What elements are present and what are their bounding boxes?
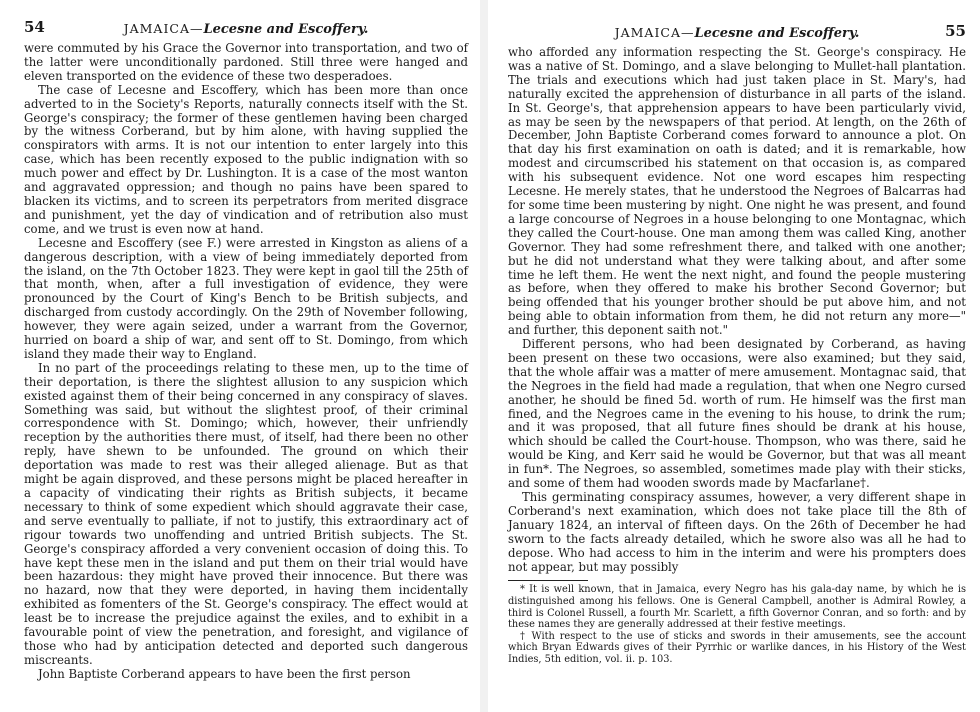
paragraph: John Baptiste Corberand appears to have been the first person <box>38 666 411 681</box>
left-page-header <box>24 18 468 42</box>
right-page <box>490 0 980 712</box>
right-page-header <box>508 22 966 46</box>
left-page <box>0 0 478 712</box>
book-gutter <box>480 0 488 712</box>
right-page-number: 55 <box>945 22 966 40</box>
footnote: * It is well known, that in Jamaica, every Negro has his gala-day name, by which he is distinguished among his fellows. One is General Campbell, another is Admiral Rowley, a third is Colonel Russell, a fourth Mr. Scarlett, a fifth Governor Conran, and so forth: and by these names they are generally addressed at their festive meetings. <box>508 584 966 631</box>
paragraph: The case of Lecesne and Escoffery, which has been more than once adverted to in the Society's Reports, naturally connects itself with the St. George's conspiracy; the former of these gentlemen having been charged by the witness Corberand, but by him alone, with having supplied the conspirators with arms. It is not our intention to enter largely into this case, which has been recently exposed to the public indignation with so much power and effect by Dr. Lushington. It is a case of the most wanton and aggravated oppression; and though no pains have been spared to blacken its victims, and to screen its perpetrators from merited disgrace and punishment, yet the day of vindication and of retribution also must come, and we trust is even now at hand. <box>24 82 468 236</box>
footnotes <box>508 584 966 665</box>
left-page-body <box>24 42 468 682</box>
paragraph: who afforded any information respecting the St. George's conspiracy. He was a native of St. Domingo, and a slave belonging to Mullet-hall plantation. The trials and executions which had just taken place in St. Mary's, had naturally excited the apprehension of disturbance in all parts of the island. In St. George's, that apprehension appears to have been particularly vivid, as may be seen by the newspapers of that period. At length, on the 26th of December, John Baptiste Corberand comes forward to announce a plot. On that day his first examination on oath is dated; and it is remarkable, how modest and circumscribed his statement on that occasion is, as compared with his subsequent evidence. Not one word escapes him respecting Lecesne. He merely states, that he understood the Negroes of Balcarras had for some time been mustering by night. One night he was present, and found a large concourse of Negroes in a house belonging to one Montagnac, which they called the Court-house. One man among them was called King, another Governor. They had some refreshment there, and talked with one another; but he did not understand what they were talking about, and after some time he left them. He went the next night, and found the people mustering as before, when they offered to make his brother Second Governor; but being offended that his younger brother should be put above him, and not being able to obtain information from them, he did not return any more—" and further, this deponent saith not." <box>508 45 967 338</box>
paragraph: Different persons, who had been designated by Corberand, as having been present on these two occasions, were also examined; but they said, that the whole affair was a matter of mere amusement. Montagnac said, that the Negroes in the field had made a regulation, that when one Negro cursed another, he should be fined 5d. worth of rum. He himself was the first man fined, and the Negroes came in the evening to his house, to drink the rum; and it was proposed, that all future fines should be drank at his house, which should be called the Court-house. Thompson, who was there, said he would be King, and Kerr said he would be Governor, but that was all meant in fun*. The Negroes, so assembled, sometimes made play with their sticks, and some of them had wooden swords made by Macfarlane†. <box>508 337 966 491</box>
paragraph: were commuted by his Grace the Governor into transportation, and two of the latter were unconditionally pardoned. Still three were hanged and eleven transported on the evidence of these two desperadoes. <box>24 41 468 83</box>
right-running-head <box>615 25 860 40</box>
right-page-body <box>508 46 966 574</box>
left-running-head-title: Lecesne and Escoffery. <box>203 22 369 37</box>
paragraph: In no part of the proceedings relating to these men, up to the time of their deportation, is there the slightest allusion to any suspicion which existed against them of their being concerned in any conspiracy of slaves. Something was said, but without the slightest proof, of their criminal correspondence with St. Domingo; which, however, their unfriendly reception by the authorities there must, of itself, had there been no other reply, have shewn to be unfounded. The ground on which their deportation was made to rest was their alleged alienage. But as that might be again disproved, and these persons might be placed hereafter in a capacity of vindicating their rights as British subjects, it became necessary to think of some expedient which should aggravate their case, and serve eventually to palliate, if not to justify, this extraordinary act of rigour towards two unoffending and untried British subjects. The St. George's conspiracy afforded a very convenient occasion of doing this. To have kept these men in the island and put them on their trial would have been hazardous: they might have proved their innocence. But there was no hazard, now that they were deported, in having them incidentally exhibited as fomenters of the St. George's conspiracy. The effect would at least be to increase the prejudice against the exiles, and to exhibit in a favourable point of view the penetration, and foresight, and vigilance of those who had by anticipation detected and deported such dangerous miscreants. <box>24 360 468 667</box>
left-page-number: 54 <box>24 18 45 36</box>
right-running-head-prefix: JAMAICA— <box>614 25 695 40</box>
right-running-head-title: Lecesne and Escoffery. <box>694 26 860 41</box>
paragraph: Lecesne and Escoffery (see F.) were arrested in Kingston as aliens of a dangerous description, with a view of being immediately deported from the island, on the 7th October 1823. They were kept in gaol till the 25th of that month, when, after a full investigation of evidence, they were pronounced by the Court of King's Bench to be British subjects, and discharged from custody accordingly. On the 29th of November following, however, they were again seized, under a warrant from the Governor, hurried on board a ship of war, and sent off to St. Domingo, from which island they made their way to England. <box>24 235 468 361</box>
paragraph: This germinating conspiracy assumes, however, a very different shape in Corberand's next examination, which does not take place till the 8th of January 1824, an interval of fifteen days. On the 26th of December he had sworn to the facts already detailed, which he swore also was all he had to depose. Who had access to him in the interim and were his prompters does not appear, but may possibly <box>508 490 966 574</box>
left-running-head <box>124 21 369 36</box>
footnote: † With respect to the use of sticks and swords in their amusements, see the account which Bryan Edwards gives of their Pyrrhic or warlike dances, in his History of the West Indies, 5th edition, vol. ii. p. 103. <box>508 630 966 665</box>
left-running-head-prefix: JAMAICA— <box>123 21 204 36</box>
footnote-rule <box>508 580 588 581</box>
